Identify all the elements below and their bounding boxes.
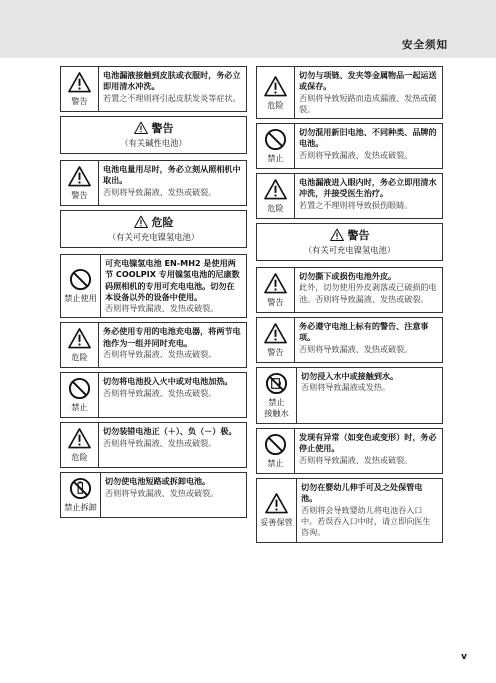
notice-label: 禁止使用 [64,293,97,304]
notice-text [295,124,442,168]
notice-label: 禁止 [71,402,88,413]
notice-label: 禁止 [267,458,284,469]
notice-label: 禁止拆卸 [64,502,97,513]
notice-icon-cell [61,423,99,467]
notice-instruction: 电池漏液接触到皮肤或衣服时，务必立即用清水冲洗。 [103,70,241,92]
notice-consequence: 否则将导致漏液、发热或破裂。 [105,487,219,498]
notice-consequence: 否则将导致漏液、发热或破裂。 [103,186,217,197]
no-water-icon [265,372,288,395]
section-heading [60,210,247,248]
notice-consequence: 否则将导致漏液、发热或破裂。 [299,149,413,160]
notice-consequence: 若置之不理则将引起皮肤发炎等症状。 [103,92,241,103]
notice-icon-cell [61,373,99,417]
notice-consequence: 否则将导致漏液、发热或破裂。 [105,303,219,314]
notice-consequence: 否则将会导致婴幼儿将电池吞入口中。若误吞入口中时，请立即向医生咨询。 [301,504,431,538]
notice-instruction: 电池漏液进入眼内时，务必立即用清水冲洗，并接受医生治疗。 [299,177,437,199]
notice-consequence: 否则将导致短路而造成漏液、发热或破裂。 [299,92,437,114]
notice-text [295,429,442,473]
safety-notice [256,66,443,119]
section-subtitle: （有关可充电镍氢电池） [303,245,396,256]
notice-consequence: 否则将导致漏液、发热或破裂。 [299,454,413,465]
notice-label: 警告 [71,190,88,200]
notice-consequence: 否则将导致漏液、发热或破裂。 [103,387,217,398]
notice-label: 接触水 [264,408,289,419]
notice-text [297,368,442,423]
section-title-row [257,227,442,243]
notice-icon-cell [257,67,295,118]
notice-text [101,473,246,517]
notice-icon-cell [257,368,297,423]
safety-notice [60,322,247,368]
notice-icon-cell [257,268,295,312]
notice-icon-cell [257,174,295,218]
notice-text [295,67,442,118]
notice-text [297,479,442,541]
notice-instruction: 切勿在婴幼儿伸手可及之处保管电池。 [301,482,423,504]
warning-triangle-icon [264,272,287,295]
section-subtitle: （有关可充电镍氢电池） [107,232,200,242]
warning-triangle-icon [264,75,287,98]
prohibited-icon [68,377,91,400]
left-column [60,66,247,522]
notice-label: 危险 [71,452,88,463]
safety-notice [256,367,443,424]
notice-instruction: 切勿混用新旧电池、不同种类、品牌的电池。 [299,127,437,149]
notice-consequence: 否则将导致漏液或发热。 [301,382,391,393]
notice-text [295,174,442,218]
notice-text [99,161,246,205]
section-title: 警告 [151,122,174,135]
notice-consequence: 若置之不理则将导致损伤眼睛。 [299,199,413,210]
notice-icon-cell [61,473,101,517]
no-disassemble-icon [69,477,92,500]
safety-notice [60,66,247,112]
notice-instruction: 电池电量用尽时，务必立刻从照相机中取出。 [103,164,241,186]
notice-instruction: 务必使用专用的电池充电器，将两节电池作为一组并同时充电。 [103,326,241,348]
notice-instruction: 切勿撕下或损伤电池外皮。 [299,271,397,282]
notice-text [295,318,442,362]
notice-consequence: 此外，切勿使用外皮剥落或已破损的电池。否则将导致漏液、发热或破裂。 [299,282,437,304]
right-column [256,66,443,547]
notice-label: 警告 [267,347,284,358]
safety-notice [60,372,247,418]
notice-instruction: 切勿浸入水中或接触到水。 [301,371,399,382]
prohibited-icon [264,128,287,151]
notice-label: 禁止 [268,397,285,408]
notice-label: 妥善保管 [260,517,293,528]
section-heading [256,223,443,261]
safety-notice [256,428,443,474]
safety-notice [60,160,247,206]
warning-triangle-icon [134,121,148,135]
notice-icon-cell [257,318,295,362]
notice-instruction: 切勿与项链、发夹等金属物品一起运送或保存。 [299,70,437,92]
safety-notice [256,173,443,219]
warning-triangle-icon [68,165,91,188]
notice-consequence: 否则将导致漏液、发热或破裂。 [299,343,413,354]
notice-instruction: 切勿装错电池正（＋）、负（－）极。 [103,426,237,437]
prohibited-icon [264,433,287,456]
safety-notice [256,123,443,169]
section-title: 警告 [347,229,370,243]
notice-instruction: 务必遵守电池上标有的警告、注意事项。 [299,321,429,343]
notice-label: 危险 [267,203,284,214]
notice-label: 警告 [71,96,88,106]
warning-triangle-icon [264,178,287,201]
warning-triangle-icon [265,492,288,515]
warning-triangle-icon [68,71,91,94]
notice-label: 警告 [267,297,284,308]
safety-notice [256,267,443,313]
notice-consequence: 否则将导致漏液、发热或破裂。 [103,437,217,448]
section-subtitle: （有关碱性电池） [120,138,187,148]
safety-notice [60,422,247,468]
warning-triangle-icon [134,215,148,229]
section-title-row [61,120,246,136]
header-band [0,0,496,58]
notice-label: 危险 [71,352,88,363]
warning-triangle-icon [264,322,287,345]
section-title: 危险 [151,216,174,229]
safety-notice [256,317,443,363]
warning-triangle-icon [68,427,91,450]
notice-icon-cell [257,124,295,168]
page-number: v [461,652,467,662]
safety-notice [60,472,247,518]
notice-text [295,268,442,312]
notice-label: 危险 [267,99,284,110]
notice-instruction: 发现有异常（如变色或变形）时，务必停止使用。 [299,432,437,454]
safety-notice [256,478,443,542]
notice-instruction: 切勿将电池投入火中或对电池加热。 [103,376,233,387]
notice-text [99,373,246,417]
notice-text [99,423,246,467]
safety-notice [60,254,247,318]
notice-icon-cell [61,161,99,205]
notice-instruction: 切勿使电池短路或拆卸电池。 [105,476,211,487]
notice-icon-cell [61,323,99,367]
page-section-title: 安全须知 [402,39,448,51]
warning-triangle-icon [68,327,91,350]
notice-text [99,323,246,367]
notice-icon-cell [257,479,297,541]
section-title-row [61,214,246,230]
notice-icon-cell [61,255,101,317]
notice-instruction: 可充电镍氢电池 EN-MH2 是使用两节 COOLPIX 专用镍氢电池的尼康数码照相机的专用可充电电池。切勿在本设备以外的设备中使用。 [105,258,240,302]
notice-label: 禁止 [267,153,284,164]
notice-text [101,255,246,317]
section-heading [60,116,247,154]
notice-consequence: 否则将导致漏液、发热或破裂。 [103,349,217,360]
notice-text [99,67,246,111]
warning-triangle-icon [330,228,344,242]
prohibited-icon [69,268,92,291]
notice-icon-cell [61,67,99,111]
notice-icon-cell [257,429,295,473]
